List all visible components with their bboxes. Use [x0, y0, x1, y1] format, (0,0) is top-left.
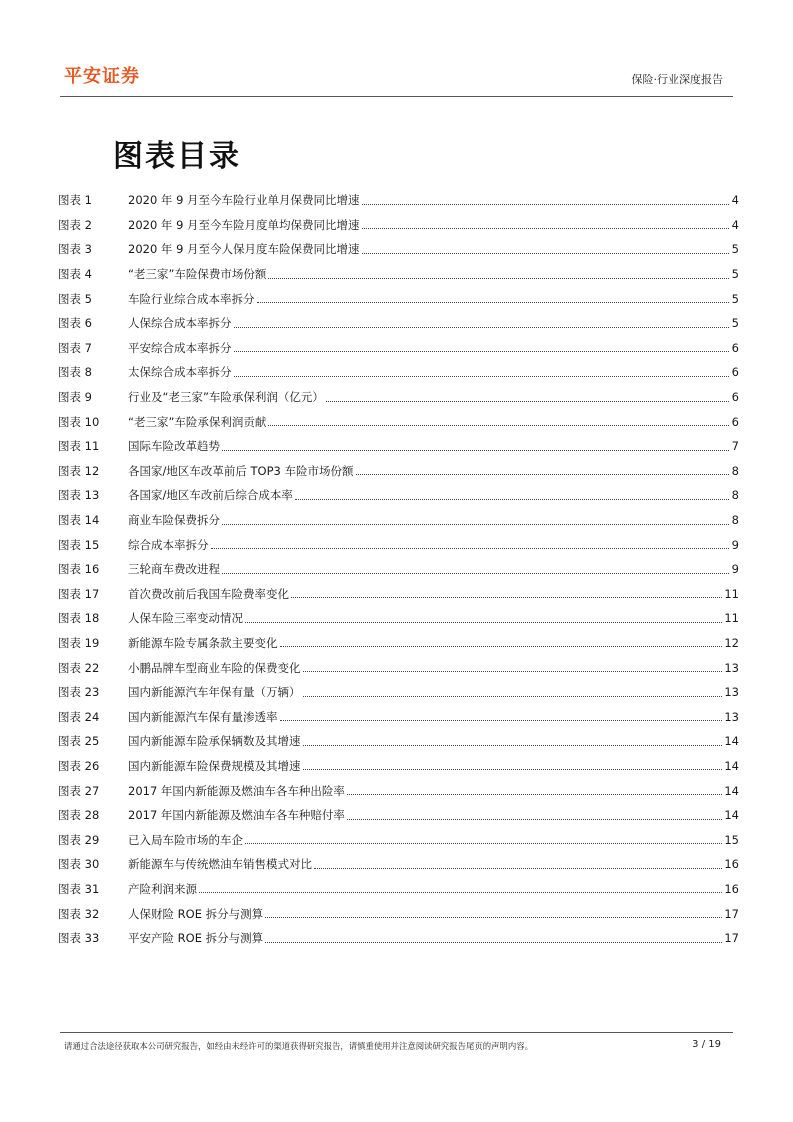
toc-dot-leader: [362, 228, 729, 229]
toc-entry[interactable]: [58, 729, 739, 754]
toc-entry[interactable]: [58, 655, 739, 680]
toc-dot-leader: [303, 696, 723, 697]
toc-entry-number: 图表 2: [58, 217, 92, 232]
toc-entry-title: 国际车险改革趋势: [128, 439, 220, 454]
figure-toc-list: [58, 188, 739, 950]
toc-entry-number: 图表 32: [58, 906, 100, 921]
toc-entry-title: 行业及“老三家”车险承保利润（亿元）: [128, 390, 324, 405]
toc-entry-number: 图表 27: [58, 783, 100, 798]
report-type-label: 保险·行业深度报告: [631, 73, 723, 86]
toc-entry[interactable]: [58, 483, 739, 508]
toc-entry[interactable]: [58, 360, 739, 385]
toc-entry-page: 9: [731, 537, 739, 552]
toc-entry-number: 图表 5: [58, 291, 92, 306]
toc-entry-page: 5: [731, 267, 739, 282]
toc-entry[interactable]: [58, 926, 739, 951]
toc-dot-leader: [347, 794, 722, 795]
toc-entry-title: 新能源车与传统燃油车销售模式对比: [128, 857, 312, 872]
toc-entry-page: 16: [724, 881, 739, 896]
toc-entry-title: 国内新能源汽车年保有量（万辆）: [128, 685, 301, 700]
toc-entry-number: 图表 29: [58, 832, 100, 847]
toc-dot-leader: [268, 278, 729, 279]
toc-entry-page: 9: [731, 562, 739, 577]
toc-entry-number: 图表 18: [58, 611, 100, 626]
toc-entry-number: 图表 10: [58, 414, 100, 429]
toc-dot-leader: [222, 524, 729, 525]
toc-entry[interactable]: [58, 606, 739, 631]
toc-entry-title: 产险利润来源: [128, 881, 197, 896]
toc-entry-title: 国内新能源车险保费规模及其增速: [128, 758, 301, 773]
toc-entry[interactable]: [58, 901, 739, 926]
toc-entry-number: 图表 3: [58, 242, 92, 257]
toc-dot-leader: [234, 327, 730, 328]
toc-dot-leader: [295, 499, 729, 500]
toc-entry-title: 三轮商车费改进程: [128, 562, 220, 577]
toc-entry-page: 5: [731, 316, 739, 331]
toc-entry-title: 2017 年国内新能源及燃油车各车种赔付率: [128, 808, 345, 823]
toc-entry[interactable]: [58, 557, 739, 582]
toc-entry-page: 11: [724, 611, 739, 626]
toc-entry-number: 图表 25: [58, 734, 100, 749]
toc-entry-number: 图表 23: [58, 685, 100, 700]
toc-dot-leader: [347, 819, 722, 820]
toc-dot-leader: [234, 376, 730, 377]
toc-entry[interactable]: [58, 778, 739, 803]
toc-entry-number: 图表 8: [58, 365, 92, 380]
toc-entry-number: 图表 24: [58, 709, 100, 724]
toc-entry-title: 新能源车险专属条款主要变化: [128, 635, 278, 650]
toc-entry-title: 人保综合成本率拆分: [128, 316, 232, 331]
toc-entry-number: 图表 22: [58, 660, 100, 675]
toc-dot-leader: [280, 646, 723, 647]
toc-dot-leader: [268, 425, 729, 426]
toc-entry-number: 图表 30: [58, 857, 100, 872]
header-divider: [60, 96, 733, 97]
toc-entry[interactable]: [58, 704, 739, 729]
toc-entry-page: 6: [731, 340, 739, 355]
toc-entry-number: 图表 19: [58, 635, 100, 650]
toc-entry[interactable]: [58, 582, 739, 607]
toc-entry-number: 图表 16: [58, 562, 100, 577]
toc-dot-leader: [280, 720, 723, 721]
toc-entry-page: 14: [724, 808, 739, 823]
toc-entry-page: 11: [724, 586, 739, 601]
toc-entry-number: 图表 1: [58, 193, 92, 208]
toc-dot-leader: [303, 769, 723, 770]
toc-entry[interactable]: [58, 311, 739, 336]
toc-entry[interactable]: [58, 852, 739, 877]
toc-entry-number: 图表 6: [58, 316, 92, 331]
toc-entry-page: 17: [724, 906, 739, 921]
toc-entry-title: 车险行业综合成本率拆分: [128, 291, 255, 306]
toc-entry[interactable]: [58, 631, 739, 656]
toc-dot-leader: [362, 204, 729, 205]
toc-entry-title: 太保综合成本率拆分: [128, 365, 232, 380]
toc-entry-title: 商业车险保费拆分: [128, 513, 220, 528]
toc-entry[interactable]: [58, 434, 739, 459]
toc-entry-number: 图表 12: [58, 463, 100, 478]
toc-dot-leader: [222, 450, 729, 451]
toc-dot-leader: [356, 474, 729, 475]
toc-entry[interactable]: [58, 877, 739, 902]
toc-entry-number: 图表 31: [58, 881, 100, 896]
toc-entry[interactable]: [58, 336, 739, 361]
toc-dot-leader: [303, 745, 723, 746]
toc-dot-leader: [222, 573, 729, 574]
toc-dot-leader: [265, 917, 722, 918]
toc-entry-number: 图表 11: [58, 439, 100, 454]
toc-entry-page: 15: [724, 832, 739, 847]
toc-entry-number: 图表 7: [58, 340, 92, 355]
toc-entry[interactable]: [58, 803, 739, 828]
toc-entry-page: 4: [731, 217, 739, 232]
page-number: 3 / 19: [692, 1039, 721, 1050]
toc-entry-title: 小鹏品牌车型商业车险的保费变化: [128, 660, 301, 675]
toc-entry-title: 各国家/地区车改前后综合成本率: [128, 488, 293, 503]
toc-entry[interactable]: [58, 385, 739, 410]
toc-entry-title: 国内新能源汽车保有量渗透率: [128, 709, 278, 724]
toc-entry[interactable]: [58, 409, 739, 434]
toc-entry-page: 5: [731, 291, 739, 306]
toc-entry-number: 图表 28: [58, 808, 100, 823]
toc-dot-leader: [303, 671, 723, 672]
toc-entry-page: 16: [724, 857, 739, 872]
toc-entry[interactable]: [58, 213, 739, 238]
toc-entry[interactable]: [58, 237, 739, 262]
toc-entry-number: 图表 4: [58, 267, 92, 282]
toc-entry-title: 2020 年 9 月至今人保月度车险保费同比增速: [128, 242, 360, 257]
toc-dot-leader: [234, 351, 730, 352]
toc-entry-page: 6: [731, 390, 739, 405]
toc-entry-title: 平安综合成本率拆分: [128, 340, 232, 355]
toc-entry-title: 平安产险 ROE 拆分与测算: [128, 931, 264, 946]
toc-dot-leader: [291, 597, 722, 598]
toc-entry-page: 13: [724, 685, 739, 700]
toc-entry-page: 7: [731, 439, 739, 454]
toc-entry[interactable]: [58, 286, 739, 311]
toc-entry-number: 图表 33: [58, 931, 100, 946]
toc-entry-number: 图表 15: [58, 537, 100, 552]
toc-entry-page: 17: [724, 931, 739, 946]
toc-entry-page: 13: [724, 709, 739, 724]
toc-entry[interactable]: [58, 827, 739, 852]
toc-dot-leader: [265, 942, 722, 943]
brand-logo: 平安证券: [64, 66, 140, 87]
toc-entry[interactable]: [58, 680, 739, 705]
toc-entry-page: 8: [731, 513, 739, 528]
toc-entry-title: 首次费改前后我国车险费率变化: [128, 586, 289, 601]
toc-entry-page: 8: [731, 463, 739, 478]
toc-dot-leader: [314, 868, 722, 869]
toc-entry-number: 图表 13: [58, 488, 100, 503]
toc-entry-page: 14: [724, 783, 739, 798]
toc-entry-title: 2020 年 9 月至今车险行业单月保费同比增速: [128, 193, 360, 208]
toc-entry[interactable]: [58, 508, 739, 533]
toc-entry-title: 2017 年国内新能源及燃油车各车种出险率: [128, 783, 345, 798]
toc-entry-page: 5: [731, 242, 739, 257]
toc-dot-leader: [326, 401, 729, 402]
toc-dot-leader: [257, 302, 730, 303]
toc-entry-page: 14: [724, 734, 739, 749]
toc-entry-title: 人保车险三率变动情况: [128, 611, 243, 626]
toc-entry[interactable]: [58, 459, 739, 484]
toc-entry[interactable]: [58, 532, 739, 557]
toc-entry-page: 8: [731, 488, 739, 503]
toc-entry-number: 图表 26: [58, 758, 100, 773]
toc-dot-leader: [199, 892, 722, 893]
toc-entry-title: “老三家”车险保费市场份额: [128, 267, 267, 282]
page-title: 图表目录: [113, 139, 241, 174]
toc-entry-page: 4: [731, 193, 739, 208]
toc-entry-page: 14: [724, 758, 739, 773]
footer-divider: [60, 1032, 733, 1033]
toc-entry-page: 6: [731, 365, 739, 380]
toc-entry-title: 各国家/地区车改革前后 TOP3 车险市场份额: [128, 463, 354, 478]
toc-entry-number: 图表 9: [58, 390, 92, 405]
footer-disclaimer: 请通过合法途径获取本公司研究报告，如经由未经许可的渠道获得研究报告，请慎重使用并注意阅读研究报告尾页的声明内容。: [64, 1041, 533, 1051]
toc-entry-title: 国内新能源车险承保辆数及其增速: [128, 734, 301, 749]
toc-entry-page: 12: [724, 635, 739, 650]
toc-entry-number: 图表 14: [58, 513, 100, 528]
toc-entry-title: 已入局车险市场的车企: [128, 832, 243, 847]
toc-dot-leader: [211, 548, 730, 549]
toc-entry-page: 13: [724, 660, 739, 675]
toc-entry-title: 综合成本率拆分: [128, 537, 209, 552]
toc-entry-title: 2020 年 9 月至今车险月度单均保费同比增速: [128, 217, 360, 232]
toc-entry[interactable]: [58, 262, 739, 287]
toc-dot-leader: [362, 253, 729, 254]
toc-entry-title: 人保财险 ROE 拆分与测算: [128, 906, 264, 921]
toc-entry-page: 6: [731, 414, 739, 429]
toc-entry-number: 图表 17: [58, 586, 100, 601]
toc-entry[interactable]: [58, 188, 739, 213]
toc-dot-leader: [245, 843, 722, 844]
toc-entry[interactable]: [58, 754, 739, 779]
toc-dot-leader: [245, 622, 722, 623]
toc-entry-title: “老三家”车险承保利润贡献: [128, 414, 267, 429]
